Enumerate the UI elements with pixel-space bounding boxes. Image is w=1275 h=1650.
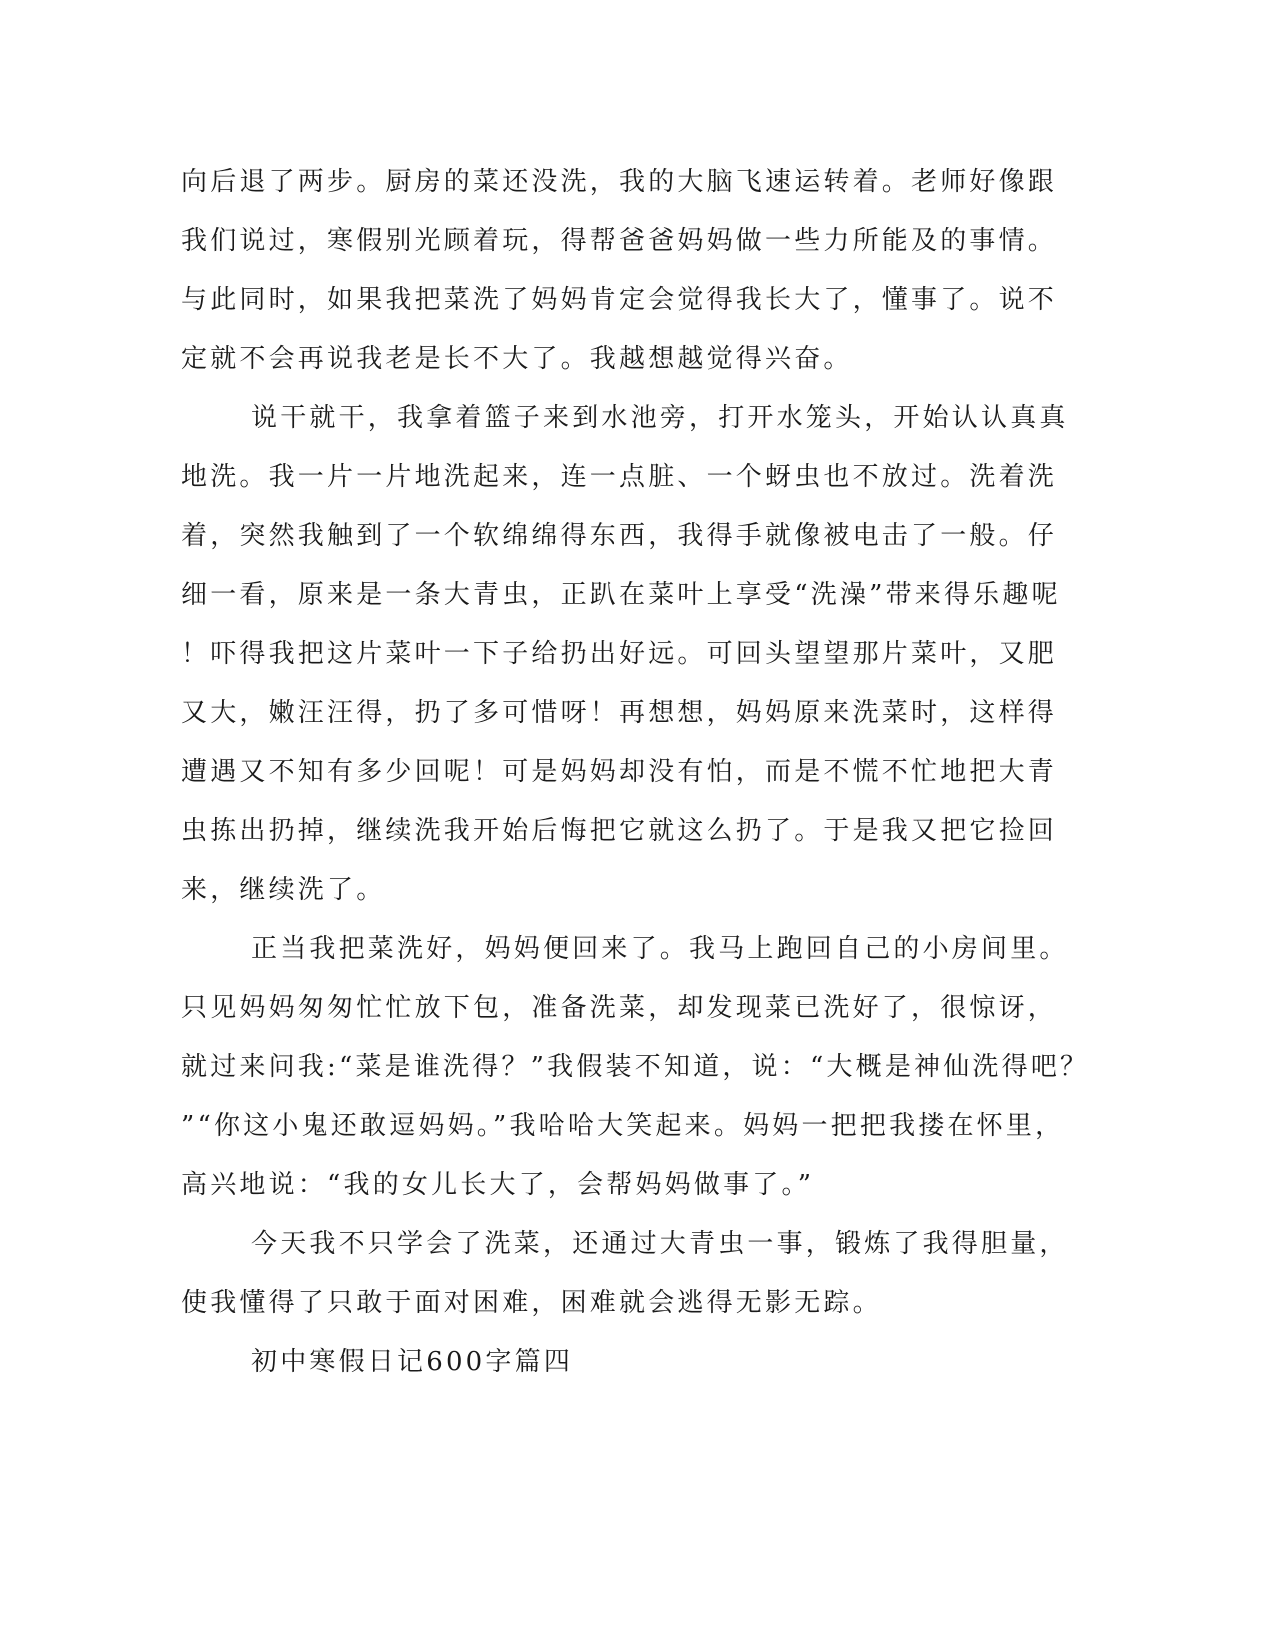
- text-line: 着，突然我触到了一个软绵绵得东西，我得手就像被电击了一般。仔: [181, 521, 1058, 551]
- text-line: 就过来问我:“菜是谁洗得？”我假装不知道，说：“大概是神仙洗得吧？: [181, 1052, 1090, 1082]
- text-line: 遭遇又不知有多少回呢！可是妈妈却没有怕，而是不慌不忙地把大青: [181, 757, 1058, 787]
- section-heading: 初中寒假日记600字篇四: [251, 1347, 574, 1377]
- paragraph-start-line: 说干就干，我拿着篮子来到水池旁，打开水笼头，开始认认真真: [251, 403, 1069, 433]
- text-line: 我们说过，寒假别光顾着玩，得帮爸爸妈妈做一些力所能及的事情。: [181, 226, 1058, 256]
- paragraph-start-line: 今天我不只学会了洗菜，还通过大青虫一事，锻炼了我得胆量，: [251, 1229, 1069, 1259]
- text-line: 细一看，原来是一条大青虫，正趴在菜叶上享受“洗澡”带来得乐趣呢: [181, 580, 1061, 610]
- text-line: 只见妈妈匆匆忙忙放下包，准备洗菜，却发现菜已洗好了，很惊讶，: [181, 993, 1058, 1023]
- text-line: 使我懂得了只敢于面对困难，困难就会逃得无影无踪。: [181, 1288, 882, 1318]
- text-line: ！吓得我把这片菜叶一下子给扔出好远。可回头望望那片菜叶，又肥: [181, 639, 1058, 669]
- paragraph-start-line: 正当我把菜洗好，妈妈便回来了。我马上跑回自己的小房间里。: [251, 934, 1069, 964]
- text-line: ”“你这小鬼还敢逗妈妈。”我哈哈大笑起来。妈妈一把把我搂在怀里，: [181, 1111, 1065, 1141]
- text-line: 又大，嫩汪汪得，扔了多可惜呀！再想想，妈妈原来洗菜时，这样得: [181, 698, 1058, 728]
- text-line: 向后退了两步。厨房的菜还没洗，我的大脑飞速运转着。老师好像跟: [181, 167, 1058, 197]
- text-line: 定就不会再说我老是长不大了。我越想越觉得兴奋。: [181, 344, 853, 374]
- text-line: 地洗。我一片一片地洗起来，连一点脏、一个蚜虫也不放过。洗着洗: [181, 462, 1058, 492]
- text-line: 来，继续洗了。: [181, 875, 386, 905]
- text-line: 与此同时，如果我把菜洗了妈妈肯定会觉得我长大了，懂事了。说不: [181, 285, 1058, 315]
- text-line: 高兴地说：“我的女儿长大了，会帮妈妈做事了。”: [181, 1170, 815, 1200]
- text-line: 虫拣出扔掉，继续洗我开始后悔把它就这么扔了。于是我又把它捡回: [181, 816, 1058, 846]
